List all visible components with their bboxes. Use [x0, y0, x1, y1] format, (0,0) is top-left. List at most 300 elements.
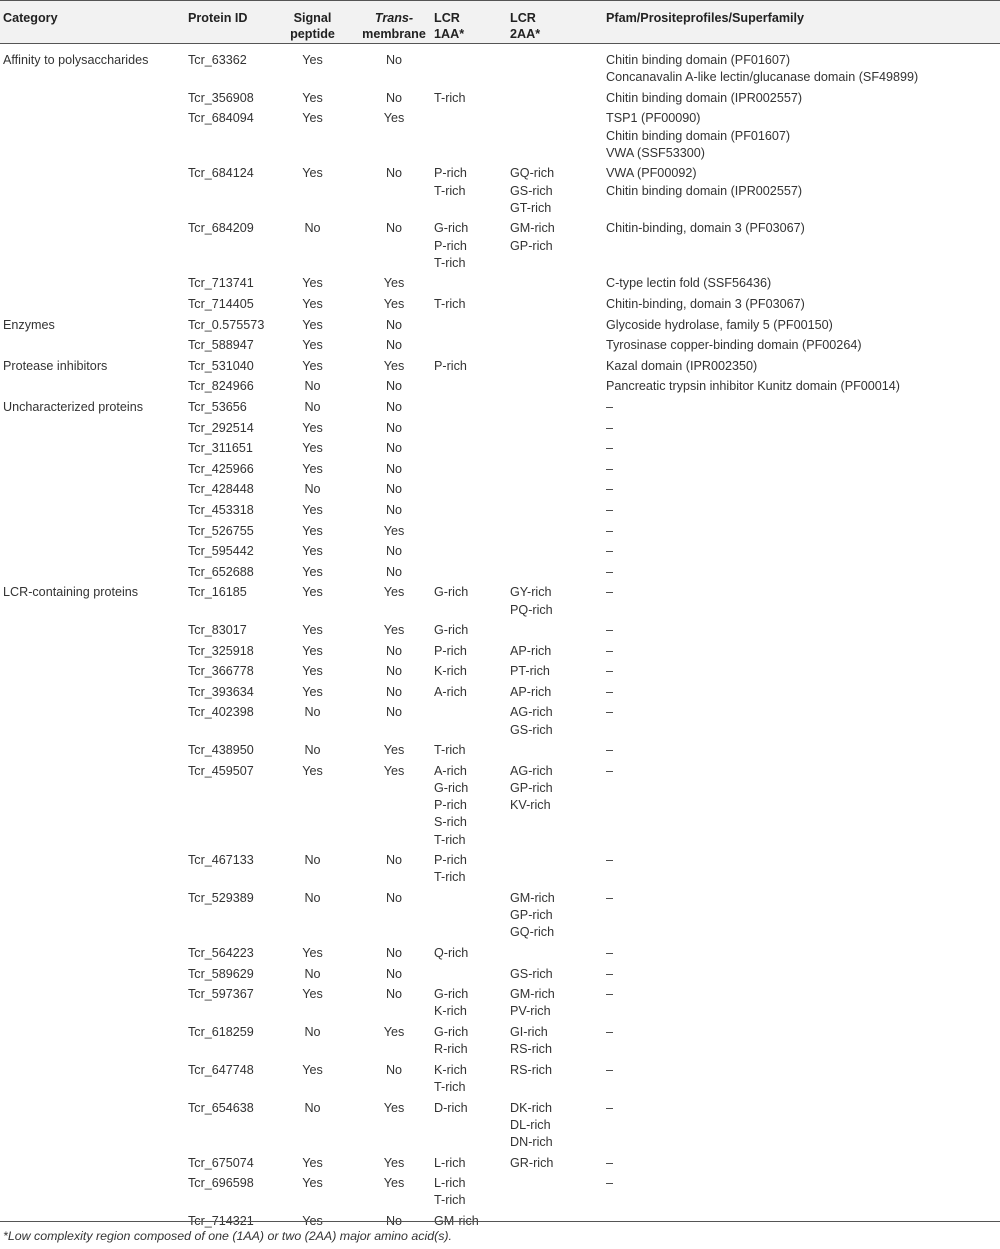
cell-transmembrane: Yes [383, 1176, 405, 1191]
cell-pfam [606, 296, 1000, 313]
cell-category [0, 1062, 188, 1096]
lcr1-entry: L-rich [434, 1176, 466, 1191]
cell-protein-id: Tcr_356908 [188, 90, 254, 105]
cell-protein-id: Tcr_366778 [188, 664, 254, 679]
table-row [0, 1062, 1000, 1100]
cell-category [0, 890, 188, 942]
pfam-entry: – [606, 420, 614, 435]
cell-protein-id: Tcr_654638 [188, 1100, 254, 1115]
cell-lcr1 [434, 110, 510, 162]
lcr2-entry: GI-rich [510, 1025, 548, 1040]
cell-pfam [606, 643, 1000, 660]
cell-signal-peptide: No [304, 966, 321, 981]
cell-lcr2 [510, 523, 606, 540]
cell-protein-id: Tcr_526755 [188, 523, 254, 538]
cell-category [0, 481, 188, 498]
cell-lcr2 [510, 440, 606, 457]
cell-lcr2 [510, 986, 606, 1020]
table-row [0, 890, 1000, 945]
header-signal-peptide: Signal peptide [290, 11, 335, 41]
cell-lcr2 [510, 622, 606, 639]
lcr2-entry: GY-rich [510, 585, 552, 600]
lcr2-entry: GS-rich [510, 722, 553, 737]
lcr1-entry: G-rich [434, 1025, 469, 1040]
cell-category [0, 966, 188, 983]
cell-category [0, 1175, 188, 1209]
table-header [0, 0, 1000, 44]
pfam-entry: – [606, 461, 614, 476]
cell-pfam [606, 275, 1000, 292]
cell-lcr1 [434, 523, 510, 540]
pfam-entry: Chitin-binding, domain 3 (PF03067) [606, 221, 805, 236]
pfam-entry: – [606, 399, 614, 414]
cell-lcr2 [510, 52, 606, 86]
cell-category [0, 622, 188, 639]
cell-lcr1 [434, 481, 510, 498]
cell-protein-id: Tcr_652688 [188, 564, 254, 579]
cell-pfam [606, 358, 1000, 375]
cell-protein-id: Tcr_684124 [188, 166, 254, 181]
cell-transmembrane: No [385, 664, 403, 679]
pfam-entry: – [606, 1025, 614, 1040]
pfam-entry: – [606, 585, 614, 600]
table-row [0, 684, 1000, 705]
cell-pfam [606, 986, 1000, 1020]
cell-lcr2 [510, 564, 606, 581]
cell-pfam [606, 742, 1000, 759]
lcr1-entry: G-rich [434, 781, 469, 796]
lcr2-entry: RS-rich [510, 1062, 552, 1077]
cell-protein-id: Tcr_595442 [188, 544, 254, 559]
cell-protein-id: Tcr_684094 [188, 111, 254, 126]
cell-lcr1 [434, 584, 510, 618]
cell-transmembrane: No [385, 564, 403, 579]
pfam-entry: Pancreatic trypsin inhibitor Kunitz domain (PF00014) [606, 379, 900, 394]
pfam-entry: – [606, 523, 614, 538]
cell-transmembrane: No [385, 420, 403, 435]
lcr1-entry: G-rich [434, 987, 469, 1002]
cell-lcr1 [434, 317, 510, 334]
table-row [0, 523, 1000, 544]
pfam-entry: C-type lectin fold (SSF56436) [606, 276, 772, 291]
cell-lcr2 [510, 90, 606, 107]
cell-transmembrane: No [385, 891, 403, 906]
lcr1-entry: R-rich [434, 1042, 468, 1057]
cell-protein-id: Tcr_311651 [188, 441, 253, 456]
table-row [0, 966, 1000, 987]
pfam-entry: – [606, 1176, 614, 1191]
cell-pfam [606, 461, 1000, 478]
lcr1-entry: T-rich [434, 832, 466, 847]
cell-category [0, 986, 188, 1020]
header-lcr-1aa: LCR 1AA* [434, 11, 465, 41]
cell-lcr2 [510, 378, 606, 395]
cell-category [0, 220, 188, 272]
cell-transmembrane: Yes [383, 1155, 405, 1170]
cell-signal-peptide: Yes [302, 166, 323, 181]
table-row [0, 852, 1000, 890]
lcr1-entry: P-rich [434, 238, 467, 253]
pfam-entry: VWA (PF00092) [606, 166, 697, 181]
cell-signal-peptide: Yes [302, 643, 323, 658]
cell-protein-id: Tcr_713741 [188, 276, 254, 291]
cell-lcr2 [510, 358, 606, 375]
cell-signal-peptide: Yes [302, 276, 323, 291]
cell-lcr2 [510, 481, 606, 498]
cell-pfam [606, 1100, 1000, 1152]
cell-pfam [606, 852, 1000, 886]
cell-transmembrane: No [385, 399, 403, 414]
pfam-entry: – [606, 664, 614, 679]
header-protein-id: Protein ID [188, 11, 248, 25]
pfam-entry: – [606, 966, 614, 981]
cell-category [0, 337, 188, 354]
cell-transmembrane: No [385, 221, 403, 236]
table-row [0, 296, 1000, 317]
cell-category [0, 90, 188, 107]
cell-protein-id: Tcr_714321 [188, 1214, 254, 1229]
lcr1-entry: Q-rich [434, 946, 469, 961]
table-row [0, 1024, 1000, 1062]
lcr1-entry: L-rich [434, 1155, 466, 1170]
cell-lcr1 [434, 704, 510, 738]
lcr2-entry: GM-rich [510, 987, 555, 1002]
lcr1-entry: P-rich [434, 358, 467, 373]
cell-pfam [606, 543, 1000, 560]
table-row [0, 1155, 1000, 1176]
cell-lcr1 [434, 52, 510, 86]
pfam-entry: Tyrosinase copper-binding domain (PF00264) [606, 338, 862, 353]
cell-category [0, 296, 188, 313]
cell-protein-id: Tcr_53656 [188, 399, 247, 414]
cell-protein-id: Tcr_597367 [188, 987, 254, 1002]
table-row [0, 358, 1000, 379]
table-row [0, 584, 1000, 622]
table-row [0, 742, 1000, 763]
cell-pfam [606, 763, 1000, 849]
cell-transmembrane: Yes [383, 523, 405, 538]
lcr2-entry: PQ-rich [510, 602, 553, 617]
lcr2-entry: GP-rich [510, 238, 553, 253]
table-row [0, 220, 1000, 275]
pfam-entry: Glycoside hydrolase, family 5 (PF00150) [606, 317, 833, 332]
lcr2-entry: GT-rich [510, 200, 552, 215]
cell-lcr1 [434, 742, 510, 759]
lcr1-entry: T-rich [434, 1193, 466, 1208]
cell-transmembrane: No [385, 461, 403, 476]
cell-category [0, 110, 188, 162]
cell-signal-peptide: Yes [302, 461, 323, 476]
lcr1-entry: GM-rich [434, 1214, 479, 1229]
cell-category [0, 523, 188, 540]
lcr1-entry: K-rich [434, 1004, 467, 1019]
cell-protein-id: Tcr_63362 [188, 53, 247, 67]
lcr2-entry: DN-rich [510, 1135, 553, 1150]
table-row [0, 317, 1000, 338]
cell-lcr1 [434, 1175, 510, 1209]
cell-signal-peptide: No [304, 705, 321, 720]
lcr2-entry: KV-rich [510, 798, 551, 813]
cell-protein-id: Tcr_647748 [188, 1062, 254, 1077]
cell-category [0, 440, 188, 457]
cell-signal-peptide: Yes [302, 111, 323, 126]
lcr2-entry: GS-rich [510, 966, 553, 981]
cell-lcr2 [510, 110, 606, 162]
pfam-entry: – [606, 987, 614, 1002]
cell-protein-id: Tcr_325918 [188, 643, 254, 658]
lcr1-entry: K-rich [434, 664, 467, 679]
lcr2-entry: AP-rich [510, 643, 552, 658]
cell-lcr2 [510, 543, 606, 560]
cell-lcr2 [510, 852, 606, 886]
cell-signal-peptide: Yes [302, 296, 323, 311]
lcr1-entry: T-rich [434, 255, 466, 270]
lcr1-entry: A-rich [434, 684, 467, 699]
pfam-entry: – [606, 853, 614, 868]
cell-signal-peptide: Yes [302, 53, 323, 67]
pfam-entry: – [606, 482, 614, 497]
cell-protein-id: Tcr_589629 [188, 966, 254, 981]
pfam-entry: – [606, 946, 614, 961]
cell-lcr1 [434, 90, 510, 107]
cell-signal-peptide: Yes [302, 585, 323, 600]
cell-transmembrane: Yes [383, 743, 405, 758]
cell-signal-peptide: Yes [302, 317, 323, 332]
pfam-entry: Chitin-binding, domain 3 (PF03067) [606, 296, 805, 311]
cell-signal-peptide: Yes [302, 441, 323, 456]
cell-transmembrane: No [385, 966, 403, 981]
cell-lcr2 [510, 296, 606, 313]
cell-lcr2 [510, 1175, 606, 1209]
cell-pfam [606, 1062, 1000, 1096]
cell-transmembrane: No [385, 946, 403, 961]
cell-category [0, 275, 188, 292]
pfam-entry: – [606, 502, 614, 517]
lcr1-entry: T-rich [434, 183, 466, 198]
cell-protein-id: Tcr_438950 [188, 743, 254, 758]
cell-pfam [606, 890, 1000, 942]
cell-transmembrane: No [385, 1214, 403, 1229]
cell-lcr1 [434, 399, 510, 416]
cell-lcr1 [434, 502, 510, 519]
cell-category [0, 684, 188, 701]
table-row [0, 165, 1000, 220]
cell-lcr1 [434, 1100, 510, 1152]
cell-category [0, 502, 188, 519]
cell-lcr1 [434, 440, 510, 457]
lcr1-entry: S-rich [434, 815, 467, 830]
lcr2-entry: GS-rich [510, 183, 553, 198]
cell-protein-id: Tcr_824966 [188, 379, 254, 394]
cell-transmembrane: Yes [383, 296, 405, 311]
cell-lcr1 [434, 986, 510, 1020]
cell-protein-id: Tcr_684209 [188, 221, 254, 236]
cell-lcr2 [510, 317, 606, 334]
cell-category [0, 852, 188, 886]
cell-signal-peptide: No [304, 853, 321, 868]
pfam-entry: Kazal domain (IPR002350) [606, 358, 758, 373]
footnote: *Low complexity region composed of one (1AA) or two (2AA) major amino acid(s). [0, 1221, 1000, 1243]
cell-lcr2 [510, 275, 606, 292]
table-row [0, 543, 1000, 564]
cell-lcr1 [434, 543, 510, 560]
cell-signal-peptide: No [304, 399, 321, 414]
pfam-entry: Chitin binding domain (IPR002557) [606, 183, 803, 198]
table-row [0, 440, 1000, 461]
cell-category [0, 1024, 188, 1058]
cell-lcr2 [510, 502, 606, 519]
pfam-entry: TSP1 (PF00090) [606, 111, 701, 126]
cell-pfam [606, 584, 1000, 618]
header-pfam: Pfam/Prositeprofiles/Superfamily [606, 11, 805, 25]
cell-transmembrane: Yes [383, 111, 405, 126]
cell-category [0, 378, 188, 395]
table-row [0, 378, 1000, 399]
cell-lcr1 [434, 966, 510, 983]
cell-transmembrane: No [385, 502, 403, 517]
lcr2-entry: GM-rich [510, 891, 555, 906]
cell-pfam [606, 502, 1000, 519]
cell-lcr1 [434, 358, 510, 375]
cell-signal-peptide: Yes [302, 564, 323, 579]
cell-protein-id: Tcr_618259 [188, 1025, 254, 1040]
cell-transmembrane: No [385, 643, 403, 658]
table-row [0, 564, 1000, 585]
cell-pfam [606, 420, 1000, 437]
cell-lcr1 [434, 622, 510, 639]
cell-lcr2 [510, 742, 606, 759]
cell-transmembrane: No [385, 853, 403, 868]
pfam-entry: – [606, 763, 614, 778]
lcr1-entry: P-rich [434, 853, 467, 868]
table-row [0, 52, 1000, 90]
cell-lcr1 [434, 852, 510, 886]
cell-signal-peptide: No [304, 482, 321, 497]
cell-protein-id: Tcr_393634 [188, 684, 254, 699]
table-row [0, 461, 1000, 482]
cell-signal-peptide: No [304, 743, 321, 758]
cell-lcr2 [510, 763, 606, 849]
cell-pfam [606, 1175, 1000, 1209]
table-row [0, 420, 1000, 441]
cell-signal-peptide: Yes [302, 1062, 323, 1077]
table-row [0, 399, 1000, 420]
cell-lcr2 [510, 663, 606, 680]
lcr1-entry: T-rich [434, 90, 466, 105]
cell-lcr1 [434, 945, 510, 962]
pfam-entry: – [606, 564, 614, 579]
lcr2-entry: AP-rich [510, 684, 552, 699]
cell-transmembrane: No [385, 684, 403, 699]
cell-protein-id: Tcr_83017 [188, 623, 247, 638]
cell-lcr2 [510, 165, 606, 217]
cell-protein-id: Tcr_696598 [188, 1176, 254, 1191]
lcr1-entry: T-rich [434, 296, 466, 311]
cell-protein-id: Tcr_425966 [188, 461, 254, 476]
table-row [0, 90, 1000, 111]
pfam-entry: – [606, 623, 614, 638]
lcr2-entry: GP-rich [510, 781, 553, 796]
cell-lcr2 [510, 1155, 606, 1172]
lcr1-entry: G-rich [434, 623, 469, 638]
cell-lcr1 [434, 763, 510, 849]
cell-lcr1 [434, 420, 510, 437]
cell-signal-peptide: Yes [302, 1155, 323, 1170]
cell-category: Affinity to polysaccharides [3, 53, 149, 67]
cell-signal-peptide: Yes [302, 523, 323, 538]
cell-protein-id: Tcr_459507 [188, 763, 254, 778]
cell-transmembrane: Yes [383, 358, 405, 373]
cell-pfam [606, 1024, 1000, 1058]
cell-protein-id: Tcr_453318 [188, 502, 254, 517]
pfam-entry: – [606, 544, 614, 559]
cell-transmembrane: No [385, 987, 403, 1002]
cell-pfam [606, 1155, 1000, 1172]
cell-transmembrane: Yes [383, 276, 405, 291]
cell-lcr2 [510, 337, 606, 354]
cell-lcr2 [510, 890, 606, 942]
pfam-entry: – [606, 441, 614, 456]
cell-transmembrane: No [385, 705, 403, 720]
lcr1-entry: T-rich [434, 743, 466, 758]
cell-signal-peptide: No [304, 891, 321, 906]
cell-pfam [606, 684, 1000, 701]
lcr2-entry: PT-rich [510, 664, 550, 679]
cell-lcr1 [434, 165, 510, 217]
cell-category [0, 1155, 188, 1172]
cell-pfam [606, 337, 1000, 354]
cell-lcr2 [510, 684, 606, 701]
cell-pfam [606, 564, 1000, 581]
cell-protein-id: Tcr_16185 [188, 585, 247, 600]
cell-transmembrane: No [385, 166, 403, 181]
cell-signal-peptide: Yes [302, 1214, 323, 1229]
lcr2-entry: DK-rich [510, 1100, 552, 1115]
cell-transmembrane: Yes [383, 763, 405, 778]
table-row [0, 663, 1000, 684]
cell-lcr2 [510, 643, 606, 660]
cell-lcr2 [510, 945, 606, 962]
lcr1-entry: G-rich [434, 221, 469, 236]
cell-transmembrane: No [385, 482, 403, 497]
pfam-entry: – [606, 1062, 614, 1077]
lcr2-entry: DL-rich [510, 1117, 551, 1132]
cell-lcr2 [510, 1100, 606, 1152]
cell-signal-peptide: No [304, 221, 321, 236]
cell-pfam [606, 945, 1000, 962]
cell-category [0, 643, 188, 660]
lcr2-entry: GM-rich [510, 221, 555, 236]
cell-category [0, 704, 188, 738]
cell-signal-peptide: Yes [302, 358, 323, 373]
cell-category [0, 1100, 188, 1152]
pfam-entry: Chitin binding domain (PF01607) [606, 128, 791, 143]
cell-transmembrane: No [385, 1062, 403, 1077]
pfam-entry: Chitin binding domain (IPR002557) [606, 90, 803, 105]
cell-transmembrane: Yes [383, 1025, 405, 1040]
cell-category [0, 945, 188, 962]
cell-lcr2 [510, 461, 606, 478]
table-row [0, 622, 1000, 643]
cell-transmembrane: No [385, 441, 403, 456]
cell-lcr2 [510, 420, 606, 437]
cell-transmembrane: Yes [383, 585, 405, 600]
header-transmembrane: Trans- membrane [362, 11, 426, 41]
pfam-entry: – [606, 1155, 614, 1170]
cell-pfam [606, 399, 1000, 416]
cell-lcr2 [510, 704, 606, 738]
cell-category [0, 165, 188, 217]
